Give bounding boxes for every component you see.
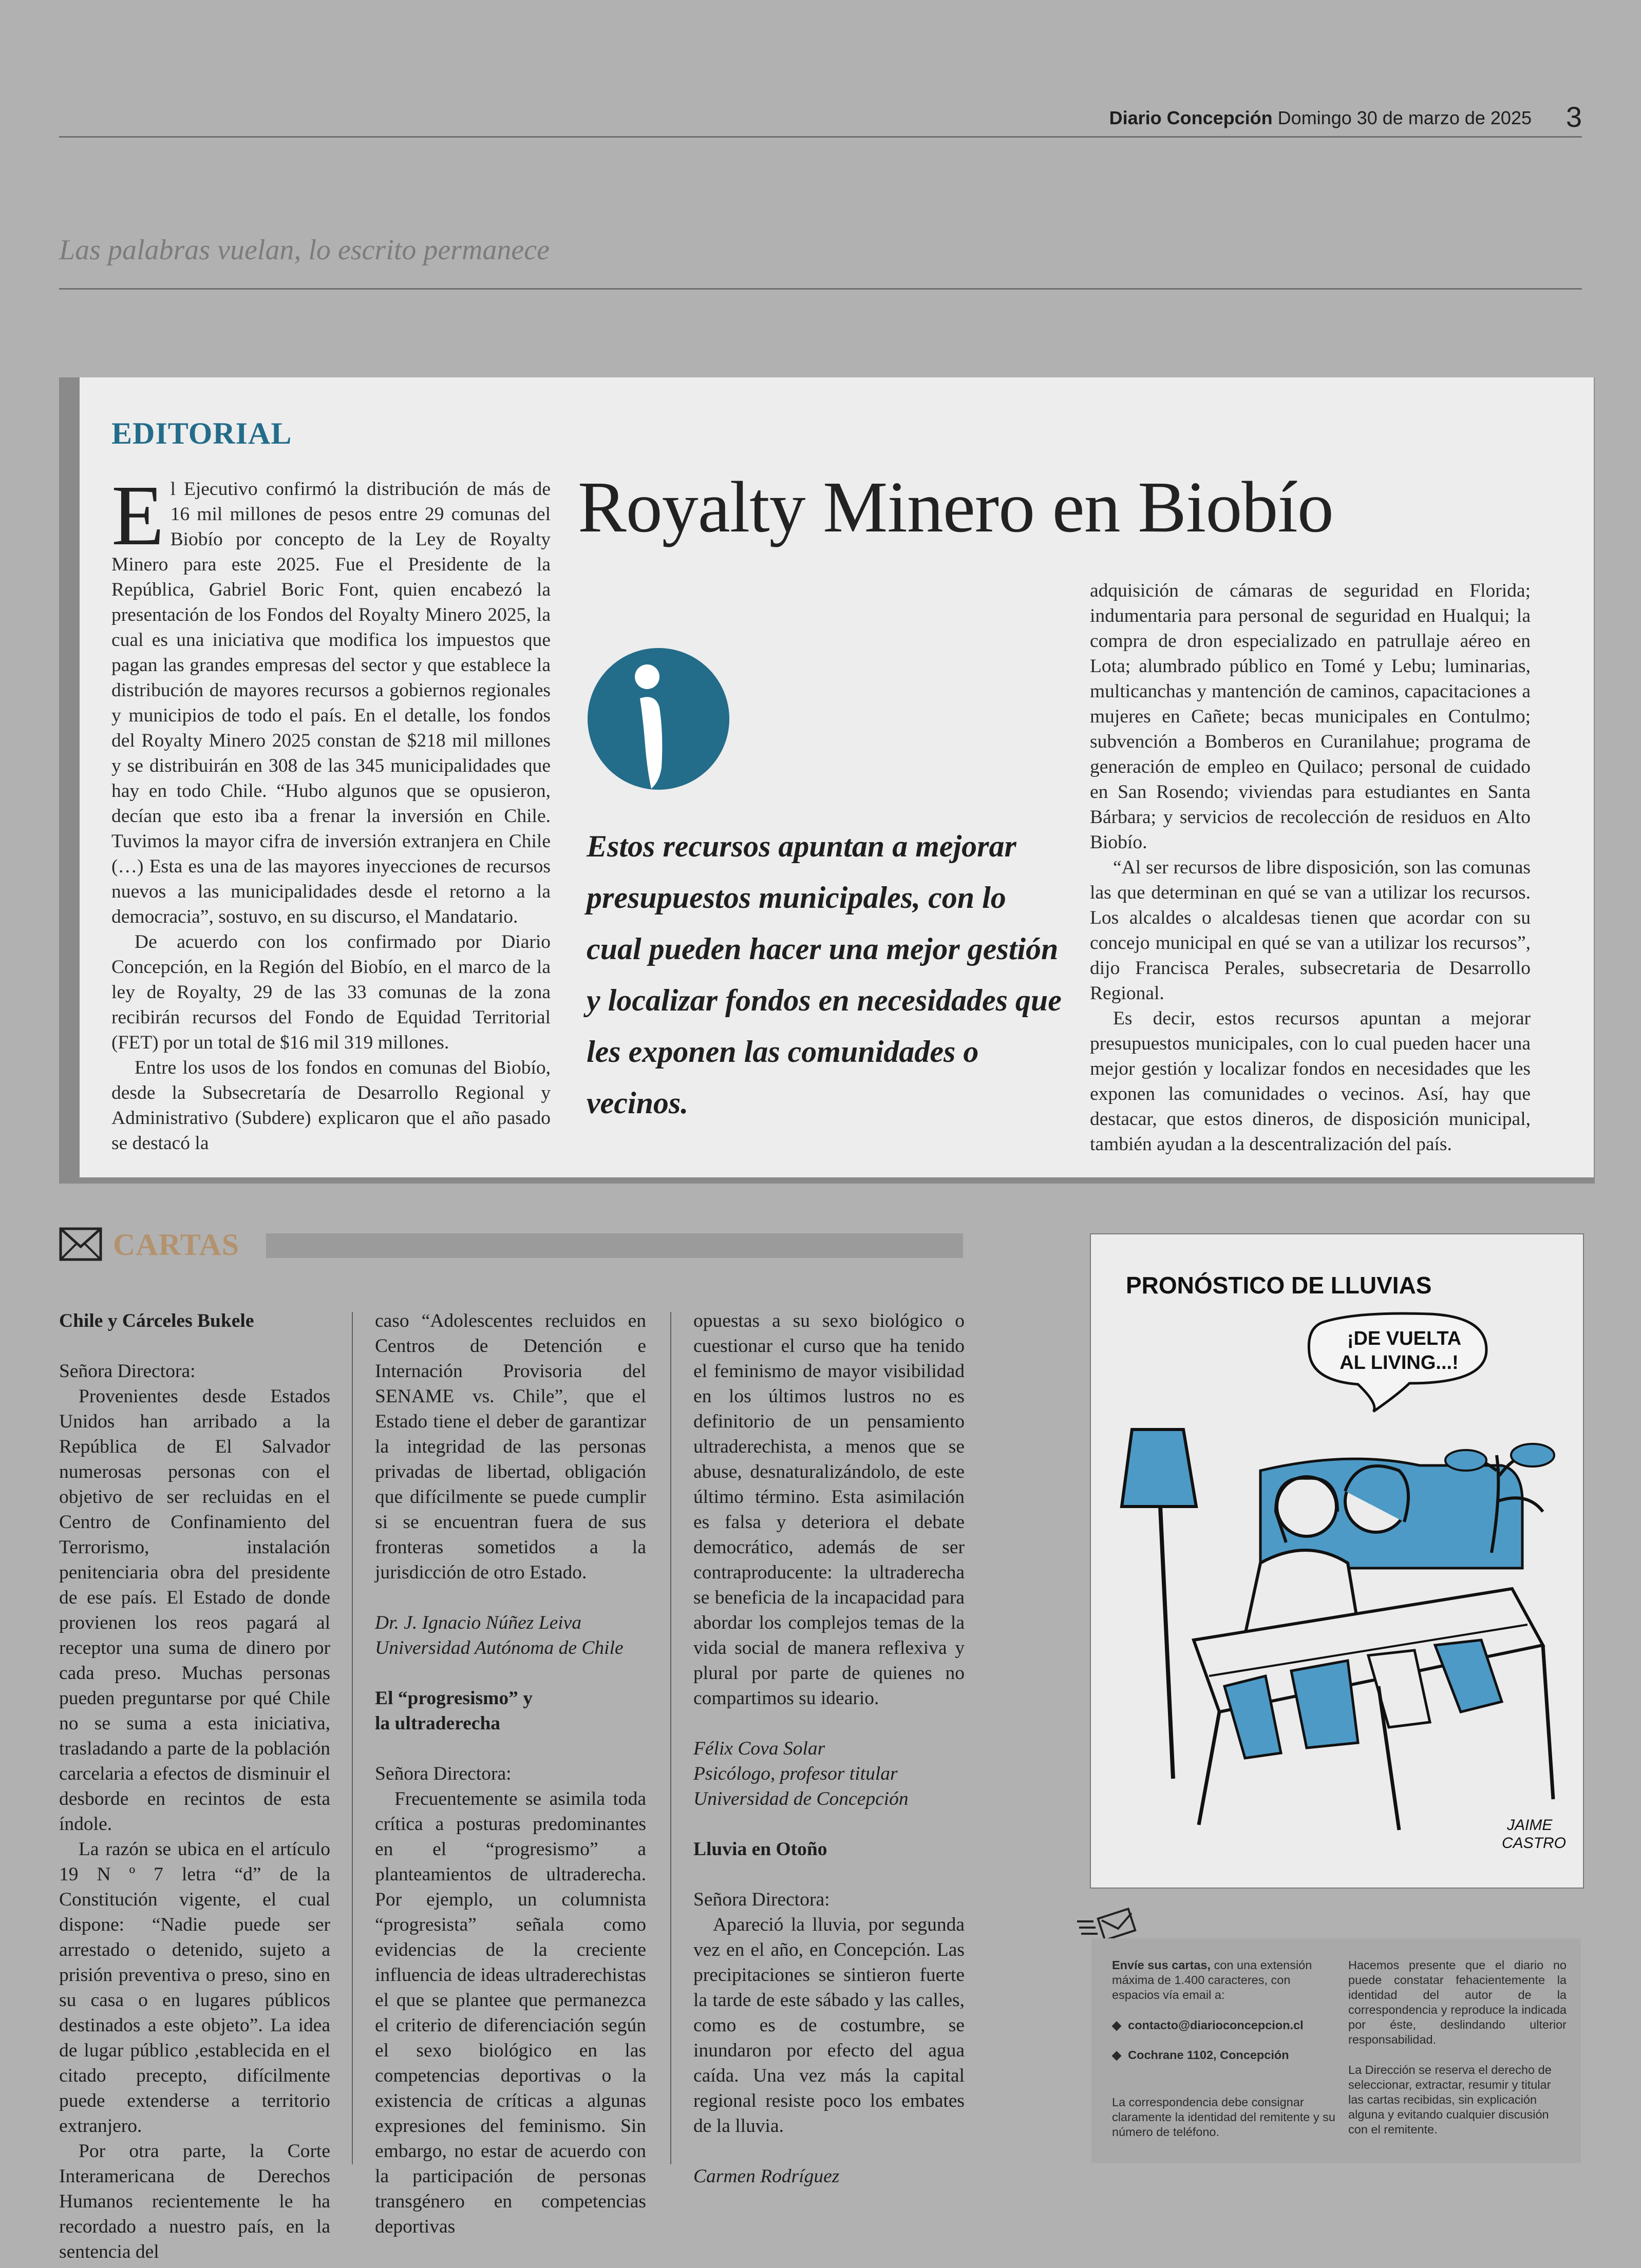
info-email: ◆ contacto@diarioconcepcion.cl [1112,2018,1304,2032]
letter-signature: Félix Cova Solar [693,1738,825,1759]
info-note: La correspondencia debe consignar claramente la identidad del remitente y su número de teléfono. [1112,2095,1335,2139]
editorial-paragraph: De acuerdo con los confirmado por Diario Concepción, en la Región del Biobío, en el marco de la ley de Royalty, 29 de las 33 comunas de la zona recibirán recursos del Fondo de Equidad Territorial (FET) por un total de $16 mil 319 millones. [111,931,551,1053]
cartoonist-signature: CASTRO [1502,1835,1567,1852]
cartoon-drawing [1091,1234,1583,1888]
section-slogan: Las palabras vuelan, lo escrito permanece [59,234,550,266]
cartoon-speech: ¡DE VUELTA [1347,1328,1462,1349]
info-rights: La Dirección se reserva el derecho de seleccionar, extractar, resumir y titular las cartas recibidas, sin explicación alguna y evitando cualquier discusión con el remitente. [1348,2063,1552,2136]
editorial-label: EDITORIAL [111,416,292,450]
cartoonist-signature: JAIME [1507,1817,1553,1834]
letter-paragraph: Apareció la lluvia, por segunda vez en el año, en Concepción. Las precipitaciones se sintieron fuerte la tarde de este sábado y las calles, como es de costumbre, se inundaron por efecto del agua caída. Una vez más la capital regional resiste poco los embates de la lluvia. [693,1914,965,2137]
cartoon-panel [1090,1233,1584,1889]
issue-date: Domingo 30 de marzo de 2025 [1277,107,1532,128]
letters-info-box [1091,1938,1581,2163]
editorial-paragraph: adquisición de cámaras de seguridad en Florida; indumentaria para personal de seguridad en Hualqui; la compra de dron especializado en patrullaje aéreo en Lota; alumbrado público en Tomé y Lebu; luminarias, multicanchas y mantención de caminos, capacitaciones a mujeres en Cañete; becas municipales en Contulmo; subvención a Bomberos en Curanilahue; programa de generación de empleo en Quilaco; personal de cuidado en San Rosendo; viviendas para estudiantes en Santa Bárbara; y servicios de recolección de residuos en Alto Biobío. [1090,580,1531,853]
letters-column-2 [375,1308,646,2239]
letter-signature: Dr. J. Ignacio Núñez Leiva [375,1612,582,1633]
letter-signature: Carmen Rodríguez [693,2166,840,2187]
cartas-header-bar [266,1233,963,1258]
letter-title: Chile y Cárceles Bukele [59,1310,254,1331]
editorial-paragraph: El Ejecutivo confirmó la distribución de más de 16 mil millones de pesos entre 29 comunas del Biobío por concepto de la Ley de Royalty Minero para este 2025. Fue el Presidente de la República, Gabriel Boric Font, quien encabezó la presentación de los Fondos del Royalty Minero 2025, la cual es una iniciativa que modifica los impuestos que pagan las grandes empresas del sector y que establece la distribución de mayores recursos a gobiernos regionales y municipios de todo el país. En el detalle, los fondos del Royalty Minero 2025 constan de $218 mil millones y se distribuirán en 308 de las 345 municipalidades que hay en todo Chile. “Hubo algunos que se opusieron, decían que esto iba a frenar la inversión en Chile. Tuvimos la mayor cifra de inversión extranjera en Chile (…) Esta es una de las mayores inyecciones de recursos nuevos a las municipalidades desde el retorno a la democracia”, sostuvo, en su discurso, el Mandatario. [111,468,551,927]
letter-salutation: Señora Directora: [59,1361,196,1382]
letter-title: Lluvia en Otoño [693,1839,827,1860]
letter-paragraph: Por otra parte, la Corte Interamericana de Derechos Humanos recientemente le ha recordado a nuestro país, en la sentencia del [59,2141,330,2262]
editorial-column-3 [1090,578,1531,1155]
editorial-paragraph: Es decir, estos recursos apuntan a mejorar presupuestos municipales, con lo cual pueden hacer una mejor gestión y localizar fondos en necesidades que les exponen las comunidades o vecinos. Así, hay que destacar, que estos dineros, de disposición municipal, también ayudan a la descentralización del país. [1090,1008,1531,1155]
cartoon-title: PRONÓSTICO DE LLUVIAS [1126,1272,1432,1299]
slogan-rule [59,288,1582,290]
info-icon [587,647,730,791]
letter-salutation: Señora Directora: [693,1889,830,1910]
editorial-paragraph: Entre los usos de los fondos en comunas del Biobío, desde la Subsecretaría de Desarrollo Regional y Administrativo (Subdere) explicaron que el año pasado se destacó la [111,1057,551,1154]
letter-salutation: Señora Directora: [375,1763,512,1784]
info-disclaimer: Hacemos presente que el diario no puede constatar fehacientemente la identidad del autor de la correspondencia y reproduce la indicada por éste, deslindando ulterior responsabilidad. [1348,1958,1567,2046]
letter-title: la ultraderecha [375,1713,501,1734]
column-divider [670,1312,671,2164]
cartoon-speech: AL LIVING...! [1340,1352,1459,1374]
editorial-column-1 [111,468,551,1154]
letter-paragraph: caso “Adolescentes recluidos en Centros de Detención e Internación Provisoria del SENAME vs. Chile”, que el Estado tiene el deber de garantizar la integridad de las personas privadas de libertad, obligación que difícilmente se puede cumplir si se encuentran fuera de sus fronteras sometidos a la jurisdicción de otro Estado. [375,1310,646,1583]
drop-cap: E [111,468,164,563]
letter-signature: Universidad Autónoma de Chile [375,1637,624,1659]
info-send-instructions: Envíe sus cartas, con una extensión máxima de 1.400 caracteres, con espacios vía email a: [1112,1958,1312,2002]
letters-column-1 [59,1308,330,2264]
letter-paragraph: La razón se ubica en el artículo 19 N º 7 letra “d” de la Constitución vigente, el cual dispone: “Nadie puede ser arrestado o detenido, sujeto a prisión preventiva o preso, sino en su casa o en lugares públicos destinados a este objeto”. La idea de lugar público ,establecida en el citado precepto, difícilmente puede extenderse a territorio extranjero. [59,1839,330,2137]
masthead [1109,107,1532,129]
letters-column-3 [693,1308,965,2189]
letter-paragraph: opuestas a su sexo biológico o cuestionar el curso que ha tenido el feminismo de mayor visibilidad en los últimos lustros no es definitorio de un pensamiento ultraderechista, a menos que se abuse, desnaturalizándolo, de este último término. Esta asimilación es falsa y deteriora el debate democrático, además de ser contraproducente: la ultraderecha se beneficia de la incapacidad para abordar los complejos temas de la vida social de manera reflexiva y plural por parte de quienes no compartimos su ideario. [693,1310,965,1709]
header-rule [59,136,1582,138]
letter-signature: Psicólogo, profesor titular [693,1763,898,1784]
brand-name: Diario Concepción [1109,107,1273,128]
editorial-pull-quote: Estos recursos apuntan a mejorar presupuestos municipales, con lo cual pueden hacer una mejor gestión y localizar fondos en necesidades que les exponen las comunidades o vecinos. [587,829,1062,1120]
letter-signature: Universidad de Concepción [693,1788,909,1809]
column-divider [352,1312,353,2164]
editorial-title: Royalty Minero en Biobío [578,466,1333,547]
cartas-label: CARTAS [113,1228,240,1262]
editorial-paragraph: “Al ser recursos de libre disposición, son las comunas las que determinan en qué se van a utilizar los recursos. Los alcaldes o alcaldesas tienen que acordar con su concejo municipal en qué se van a utilizar los recursos”, dijo Francisca Perales, subsecretaria de Desarrollo Regional. [1090,857,1531,1004]
letter-paragraph: Provenientes desde Estados Unidos han arribado a la República de El Salvador numerosas personas con el objetivo de ser recluidas en el Centro de Confinamiento del Terrorismo, instalación penitenciaria obra del presidente de ese país. El Estado de donde provienen los reos pagará al receptor una suma de dinero por cada preso. Muchas personas pueden preguntarse por qué Chile no se suma a esta iniciativa, trasladando a parte de la población carcelaria a efectos de disminuir el desborde en recintos de esta índole. [59,1386,330,1835]
letter-title: El “progresismo” y [375,1688,533,1709]
page-number: 3 [1565,101,1582,133]
info-address: ◆ Cochrane 1102, Concepción [1112,2048,1289,2062]
letter-paragraph: Frecuentemente se asimila toda crítica a posturas predominantes en el “progresismo” a planteamientos de ultraderecha. Por ejemplo, un columnista “progresista” señala como evidencias de la creciente influencia de ideas ultraderechistas el que se plantee que permanezca el criterio de diferenciación según el sexo biológico en las competencias deportivas o la existencia de críticas a algunas expresiones del feminismo. Sin embargo, no estar de acuerdo con la participación de personas transgénero en competencias deportivas [375,1788,646,2237]
envelope-icon [59,1227,102,1261]
